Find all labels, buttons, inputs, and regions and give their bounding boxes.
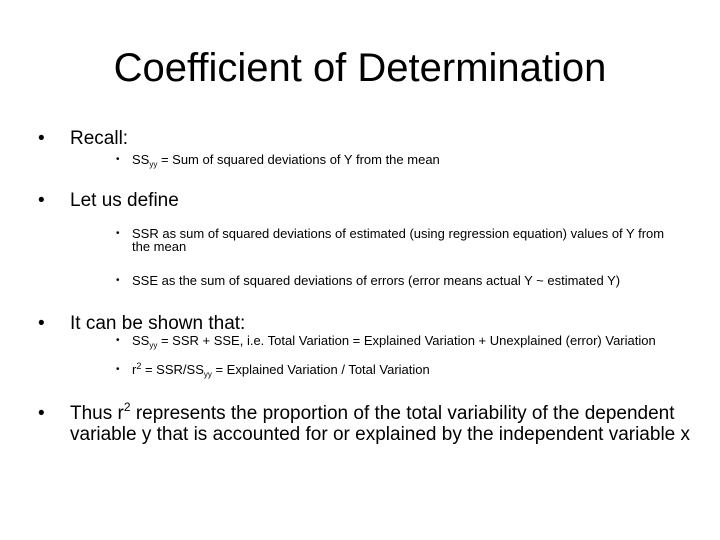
bullet-text: It can be shown that:	[70, 313, 246, 334]
sub-bullet-text: SSR as sum of squared deviations of estimated (using regression equation) values of Y from the mean	[132, 226, 665, 254]
sub-bullet-icon: •	[116, 364, 120, 375]
sub-bullet-icon: •	[116, 154, 120, 165]
bullet-icon: •	[38, 190, 45, 211]
bullet-text: Let us define	[70, 190, 179, 211]
bullet-icon: •	[38, 403, 45, 424]
slide-title: Coefficient of Determination	[113, 46, 607, 90]
sub-bullet-icon: •	[116, 335, 120, 346]
bullet-icon: •	[38, 313, 45, 334]
sub-bullet-icon: •	[116, 228, 120, 239]
slide: Coefficient of Determination • Recall: • $SS_{yy}$ = Sum of squared deviations of Y from the mean • Let us define • SSR as sum of squared deviations of estimated (using regression equation) values of Y from the mean • SSE as the sum of squared deviations of errors (error means actual Y ~ estimated Y) • It can be shown that: • $SS_{yy}$ = SSR + SSE, i.e. Total Variation = Explained Variation + Unexplained (error) Variation • $r^2 = SSR/SS_{yy}$ = Explained Variation / Total Variation • Thus $r^2$ represents the proportion of the total variability of the dependent variable y that is accounted for or explained by the independent variable x	[0, 0, 720, 540]
bullet-icon: •	[38, 128, 45, 149]
sub-bullet-text: SSE as the sum of squared deviations of errors (error means actual Y ~ estimated Y)	[132, 273, 621, 288]
bullet-text: Recall:	[70, 128, 129, 149]
sub-bullet-icon: •	[116, 275, 120, 286]
